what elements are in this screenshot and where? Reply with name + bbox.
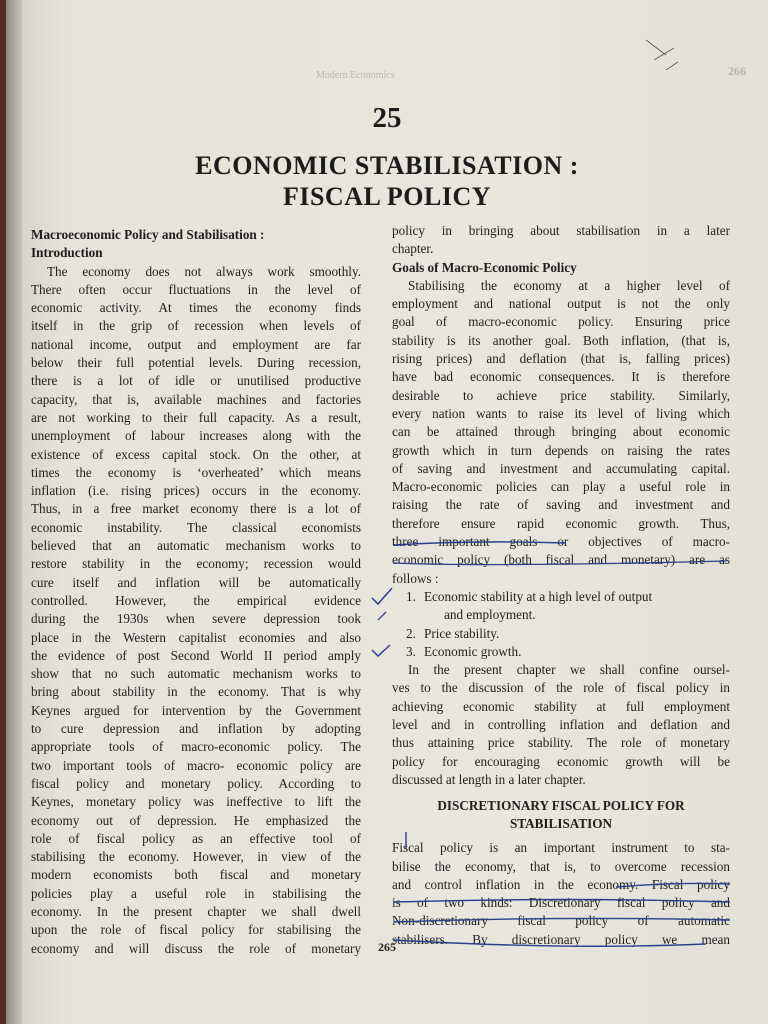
page-number: 265 xyxy=(378,940,396,954)
text-line: the evidence of post Second World II period amply xyxy=(31,647,361,663)
list-item-text: Economic stability at a high level of output xyxy=(424,588,653,604)
text-line: economy and will discuss the role of monetary xyxy=(31,940,361,956)
chapter-title xyxy=(6,150,768,212)
chapter-title-line: ECONOMIC STABILISATION : xyxy=(195,151,579,180)
section-subheading: Introduction xyxy=(31,245,103,261)
corner-scribble xyxy=(646,40,678,70)
text-line: goal of macro-economic policy. Ensuring price xyxy=(392,314,730,330)
list-number: 2. xyxy=(406,625,416,641)
chapter-number: 25 xyxy=(372,102,402,134)
text-line: discussed at length in a later chapter. xyxy=(392,771,586,787)
text-line: stabilisers. By discretionary policy we mean xyxy=(392,931,730,947)
text-line: desirable to achieve price stability. Similarly, xyxy=(392,387,730,403)
text-line: unemployment of labour increases along with the xyxy=(31,428,361,444)
text-line: economic instability. The classical economists xyxy=(31,519,361,535)
text-line: therefore ensure rapid economic growth. Thus, xyxy=(392,515,730,531)
text-line: place in the Western capitalist economies and also xyxy=(31,629,361,645)
chapter-title-line: FISCAL POLICY xyxy=(282,182,492,211)
right-column xyxy=(392,222,730,949)
text-line: cure itself and inflation will be automatically xyxy=(31,574,361,590)
text-line: role of fiscal policy as an effective tool of xyxy=(31,830,361,846)
text-line: are not working to their full capacity. As a result, xyxy=(31,409,361,425)
text-line: show that no such automatic mechanism works to xyxy=(31,666,361,682)
text-line: There often occur fluctuations in the level of xyxy=(31,281,361,297)
goals-list-item xyxy=(392,643,730,661)
book-page xyxy=(6,0,768,1024)
list-number: 3. xyxy=(406,643,416,659)
text-line: Non-discretionary fiscal policy of automatic xyxy=(392,913,730,929)
goals-list-item xyxy=(392,606,730,624)
discretionary-paragraph xyxy=(392,839,730,949)
text-line: level and in controlling inflation and deflation and xyxy=(392,717,730,733)
text-line: bring about stability in the economy. That is why xyxy=(31,684,361,700)
text-line: follows : xyxy=(392,570,439,586)
text-line: and control inflation in the economy. Fiscal policy xyxy=(392,876,730,892)
chapter-scope-paragraph xyxy=(392,661,730,789)
section-heading: Macroeconomic Policy and Stabilisation : xyxy=(31,227,265,242)
text-line: during the 1930s when severe depression took xyxy=(31,611,361,627)
text-line: have bad economic consequences. It is therefore xyxy=(392,369,730,385)
text-line: two important tools of macro- economic policy are xyxy=(31,757,361,773)
text-line: ves to the discussion of the role of fiscal policy in xyxy=(392,680,730,696)
text-line: upon the role of fiscal policy for stabilising the xyxy=(31,922,361,938)
goals-heading: Goals of Macro-Economic Policy xyxy=(392,259,577,275)
text-line: Keynes argued for intervention by the Government xyxy=(31,702,361,718)
text-line: three important goals or objectives of macro- xyxy=(392,534,730,550)
list-number: 1. xyxy=(406,588,416,604)
text-line: economy. In the present chapter we shall dwell xyxy=(31,903,361,919)
text-line: believed that an automatic mechanism works to xyxy=(31,538,361,554)
text-line: Keynes, monetary policy was ineffective to lift the xyxy=(31,794,361,810)
text-line: appropriate tools of macro-economic policy. The xyxy=(31,739,361,755)
list-item-text: and employment. xyxy=(444,607,536,623)
text-line: employment and national output is not the only xyxy=(392,296,730,312)
text-line: stability is its another goal. Both inflation, (that is, xyxy=(392,332,730,348)
text-line: is of two kinds: Discretionary fiscal policy and xyxy=(392,895,730,911)
text-line: chapter. xyxy=(392,241,434,257)
text-line: In the present chapter we shall confine oursel- xyxy=(408,662,730,678)
text-line: fiscal policy and monetary policy. According to xyxy=(31,775,361,791)
goals-list xyxy=(392,588,730,661)
list-item-text: Price stability. xyxy=(424,625,500,641)
text-line: capacity, that is, available machines and factories xyxy=(31,391,361,407)
text-line: every nation wants to raise its level of living which xyxy=(392,405,730,421)
text-line: raising the rate of saving and investment and xyxy=(392,497,730,513)
text-line: Macro-economic policies can play a useful role in xyxy=(392,479,730,495)
text-line: economic activity. At times the economy finds xyxy=(31,300,361,316)
text-line: achieving economic stability at full employment xyxy=(392,698,730,714)
text-line: rising prices) and deflation (that is, falling prices) xyxy=(392,351,730,367)
text-line: Stabilising the economy at a higher level of xyxy=(408,277,730,293)
discretionary-heading-line2: STABILISATION xyxy=(509,816,613,832)
tick-mark-icon xyxy=(372,588,392,604)
text-line: existence of excess capital stock. On the other, at xyxy=(31,446,361,462)
text-line: stabilising the economy. However, in view of the xyxy=(31,849,361,865)
left-column xyxy=(31,226,361,958)
text-line: can be attained through bringing about economic xyxy=(392,424,730,440)
text-line: The economy does not always work smoothly. xyxy=(47,263,361,279)
text-line: of saving and investment and accumulating capital. xyxy=(392,460,730,476)
text-line: thus attaining price stability. The role of monetary xyxy=(392,735,730,751)
text-line: itself in the grip of recession when levels of xyxy=(31,318,361,334)
discretionary-heading: DISCRETIONARY FISCAL POLICY FOR xyxy=(437,798,685,814)
text-line: to cure depression and inflation by adopting xyxy=(31,721,361,737)
text-line: economic policy (both fiscal and monetary) are as xyxy=(392,552,730,568)
goals-paragraph xyxy=(392,277,730,588)
list-item-text: Economic growth. xyxy=(424,643,522,659)
text-line: modern economists both fiscal and monetary xyxy=(31,867,361,883)
text-line: Fiscal policy is an important instrument to sta- xyxy=(392,840,730,856)
text-line: national income, output and employment are far xyxy=(31,336,361,352)
text-line: controlled. However, the empirical evidence xyxy=(31,592,361,608)
text-line: below their full potential levels. During recession, xyxy=(31,355,361,371)
text-line: inflation (i.e. rising prices) occurs in the economy. xyxy=(31,483,361,499)
text-line: policy for encouraging economic growth will be xyxy=(392,753,730,769)
intro-paragraph xyxy=(31,263,361,958)
text-line: policies play a useful role in stabilising the xyxy=(31,885,361,901)
text-line: growth which in turn depends on raising the rates xyxy=(392,442,730,458)
text-line: restore stability in the economy; recession would xyxy=(31,556,361,572)
text-line: there is a lot of idle or unutilised productive xyxy=(31,373,361,389)
text-line: economy out of depression. He emphasized the xyxy=(31,812,361,828)
text-line: Thus, in a free market economy there is a lot of xyxy=(31,501,361,517)
text-line: times the economy is ‘overheated’ which means xyxy=(31,464,361,480)
text-line: bilise the economy, that is, to overcome recession xyxy=(392,858,730,874)
tick-mark-icon xyxy=(372,645,390,656)
goals-list-item xyxy=(392,625,730,643)
text-line: policy in bringing about stabilisation in a later xyxy=(392,223,730,238)
goals-list-item xyxy=(392,588,730,606)
tick-mark-icon xyxy=(378,612,386,620)
ghost-page-number: 266 xyxy=(728,64,746,78)
running-head: Modern Economics xyxy=(316,70,395,81)
